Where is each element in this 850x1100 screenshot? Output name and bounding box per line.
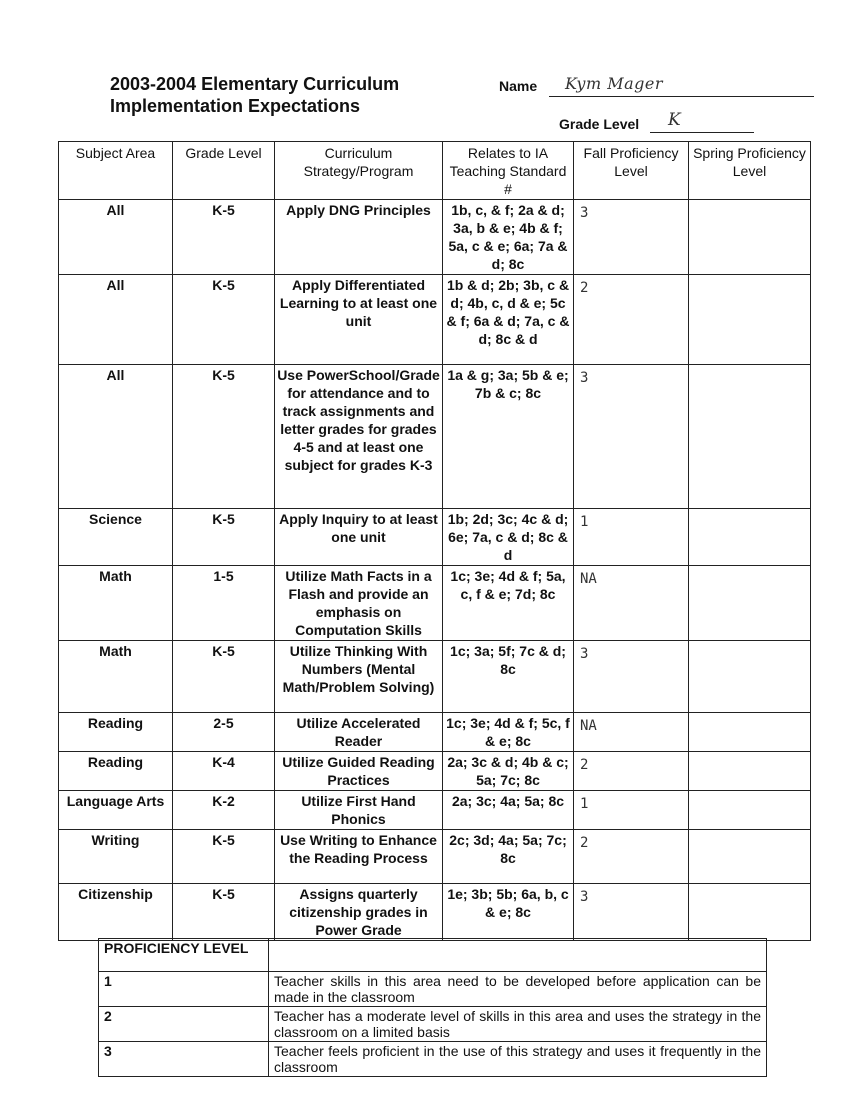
cell-standard: 1e; 3b; 5b; 6a, b, c & e; 8c	[443, 884, 574, 941]
cell-grade: K-5	[173, 830, 275, 884]
column-header-grade: Grade Level	[173, 142, 275, 200]
table-row	[59, 791, 811, 830]
cell-fall-level[interactable]: 3	[574, 884, 689, 941]
table-row	[59, 275, 811, 365]
table-row	[59, 200, 811, 275]
cell-grade: K-5	[173, 365, 275, 509]
cell-subject: Language Arts	[59, 791, 173, 830]
proficiency-row	[99, 972, 767, 1007]
cell-spring-level[interactable]	[689, 752, 811, 791]
title-line-2: Implementation Expectations	[110, 96, 361, 116]
table-header-row	[59, 142, 811, 200]
cell-strategy: Utilize Guided Reading Practices	[275, 752, 443, 791]
grade-level-underline	[650, 132, 754, 133]
cell-standard: 1b & d; 2b; 3b, c & d; 4b, c, d & e; 5c & f; 6a & d; 7a, c & d; 8c & d	[443, 275, 574, 365]
curriculum-table	[58, 141, 811, 941]
cell-fall-level[interactable]: 2	[574, 275, 689, 365]
cell-fall-level[interactable]: 3	[574, 641, 689, 713]
cell-strategy: Use Writing to Enhance the Reading Process	[275, 830, 443, 884]
proficiency-level-number: 1	[99, 972, 269, 1007]
cell-fall-level[interactable]: 1	[574, 791, 689, 830]
cell-strategy: Utilize First Hand Phonics	[275, 791, 443, 830]
name-underline	[549, 96, 814, 97]
grade-level-field[interactable]: K	[668, 110, 681, 130]
cell-spring-level[interactable]	[689, 509, 811, 566]
cell-fall-level[interactable]: 2	[574, 752, 689, 791]
cell-grade: K-2	[173, 791, 275, 830]
cell-strategy: Apply Differentiated Learning to at least one unit	[275, 275, 443, 365]
cell-standard: 1a & g; 3a; 5b & e; 7b & c; 8c	[443, 365, 574, 509]
cell-standard: 2a; 3c; 4a; 5a; 8c	[443, 791, 574, 830]
cell-strategy: Apply DNG Principles	[275, 200, 443, 275]
cell-spring-level[interactable]	[689, 713, 811, 752]
cell-strategy: Utilize Math Facts in a Flash and provide an emphasis on Computation Skills	[275, 566, 443, 641]
table-row	[59, 752, 811, 791]
table-row	[59, 365, 811, 509]
cell-spring-level[interactable]	[689, 641, 811, 713]
cell-grade: K-5	[173, 509, 275, 566]
cell-standard: 2a; 3c & d; 4b & c; 5a; 7c; 8c	[443, 752, 574, 791]
cell-spring-level[interactable]	[689, 884, 811, 941]
cell-fall-level[interactable]: NA	[574, 566, 689, 641]
cell-subject: Citizenship	[59, 884, 173, 941]
cell-fall-level[interactable]: 3	[574, 200, 689, 275]
cell-grade: K-5	[173, 884, 275, 941]
proficiency-level-description: Teacher skills in this area need to be developed before application can be made in the classroom	[269, 972, 767, 1007]
title-line-1: 2003-2004 Elementary Curriculum	[110, 74, 400, 94]
cell-subject: Writing	[59, 830, 173, 884]
cell-standard: 1c; 3e; 4d & f; 5c, f & e; 8c	[443, 713, 574, 752]
cell-subject: All	[59, 200, 173, 275]
document-title	[110, 73, 399, 117]
name-label: Name	[499, 78, 538, 94]
proficiency-level-description: Teacher feels proficient in the use of this strategy and uses it frequently in the classroom	[269, 1042, 767, 1077]
table-row	[59, 509, 811, 566]
cell-standard: 1b; 2d; 3c; 4c & d; 6e; 7a, c & d; 8c & d	[443, 509, 574, 566]
cell-standard: 1b, c, & f; 2a & d; 3a, b & e; 4b & f; 5a, c & e; 6a; 7a & d; 8c	[443, 200, 574, 275]
cell-strategy: Utilize Accelerated Reader	[275, 713, 443, 752]
cell-strategy: Use PowerSchool/Grade for attendance and to track assignments and letter grades for grades 4-5 and at least one subject for grades K-3	[275, 365, 443, 509]
cell-spring-level[interactable]	[689, 365, 811, 509]
cell-subject: Reading	[59, 713, 173, 752]
table-row	[59, 884, 811, 941]
cell-spring-level[interactable]	[689, 200, 811, 275]
cell-subject: Science	[59, 509, 173, 566]
proficiency-header-row	[99, 939, 767, 972]
cell-spring-level[interactable]	[689, 275, 811, 365]
proficiency-level-number: 2	[99, 1007, 269, 1042]
proficiency-row	[99, 1007, 767, 1042]
cell-fall-level[interactable]: 1	[574, 509, 689, 566]
cell-grade: K-5	[173, 200, 275, 275]
column-header-strategy: Curriculum Strategy/Program	[275, 142, 443, 200]
cell-subject: Reading	[59, 752, 173, 791]
cell-grade: 1-5	[173, 566, 275, 641]
cell-spring-level[interactable]	[689, 830, 811, 884]
column-header-spring: Spring Proficiency Level	[689, 142, 811, 200]
cell-subject: All	[59, 275, 173, 365]
cell-strategy: Apply Inquiry to at least one unit	[275, 509, 443, 566]
cell-standard: 2c; 3d; 4a; 5a; 7c; 8c	[443, 830, 574, 884]
cell-fall-level[interactable]: 2	[574, 830, 689, 884]
column-header-subject: Subject Area	[59, 142, 173, 200]
cell-subject: All	[59, 365, 173, 509]
table-row	[59, 641, 811, 713]
name-field[interactable]: Kym Mager	[565, 74, 664, 93]
cell-subject: Math	[59, 641, 173, 713]
cell-standard: 1c; 3e; 4d & f; 5a, c, f & e; 7d; 8c	[443, 566, 574, 641]
proficiency-header: PROFICIENCY LEVEL	[99, 939, 269, 972]
table-row	[59, 566, 811, 641]
table-row	[59, 830, 811, 884]
cell-strategy: Assigns quarterly citizenship grades in Power Grade	[275, 884, 443, 941]
proficiency-level-table	[98, 938, 767, 1077]
cell-standard: 1c; 3a; 5f; 7c & d; 8c	[443, 641, 574, 713]
cell-strategy: Utilize Thinking With Numbers (Mental Math/Problem Solving)	[275, 641, 443, 713]
cell-grade: K-5	[173, 275, 275, 365]
cell-grade: K-5	[173, 641, 275, 713]
proficiency-header-blank	[269, 939, 767, 972]
cell-fall-level[interactable]: 3	[574, 365, 689, 509]
proficiency-row	[99, 1042, 767, 1077]
cell-grade: 2-5	[173, 713, 275, 752]
cell-subject: Math	[59, 566, 173, 641]
cell-spring-level[interactable]	[689, 566, 811, 641]
grade-level-label: Grade Level	[559, 116, 640, 132]
table-row	[59, 713, 811, 752]
proficiency-level-description: Teacher has a moderate level of skills in this area and uses the strategy in the classroom on a limited basis	[269, 1007, 767, 1042]
cell-spring-level[interactable]	[689, 791, 811, 830]
column-header-fall: Fall Proficiency Level	[574, 142, 689, 200]
cell-grade: K-4	[173, 752, 275, 791]
proficiency-level-number: 3	[99, 1042, 269, 1077]
column-header-standard: Relates to IA Teaching Standard #	[443, 142, 574, 200]
cell-fall-level[interactable]: NA	[574, 713, 689, 752]
